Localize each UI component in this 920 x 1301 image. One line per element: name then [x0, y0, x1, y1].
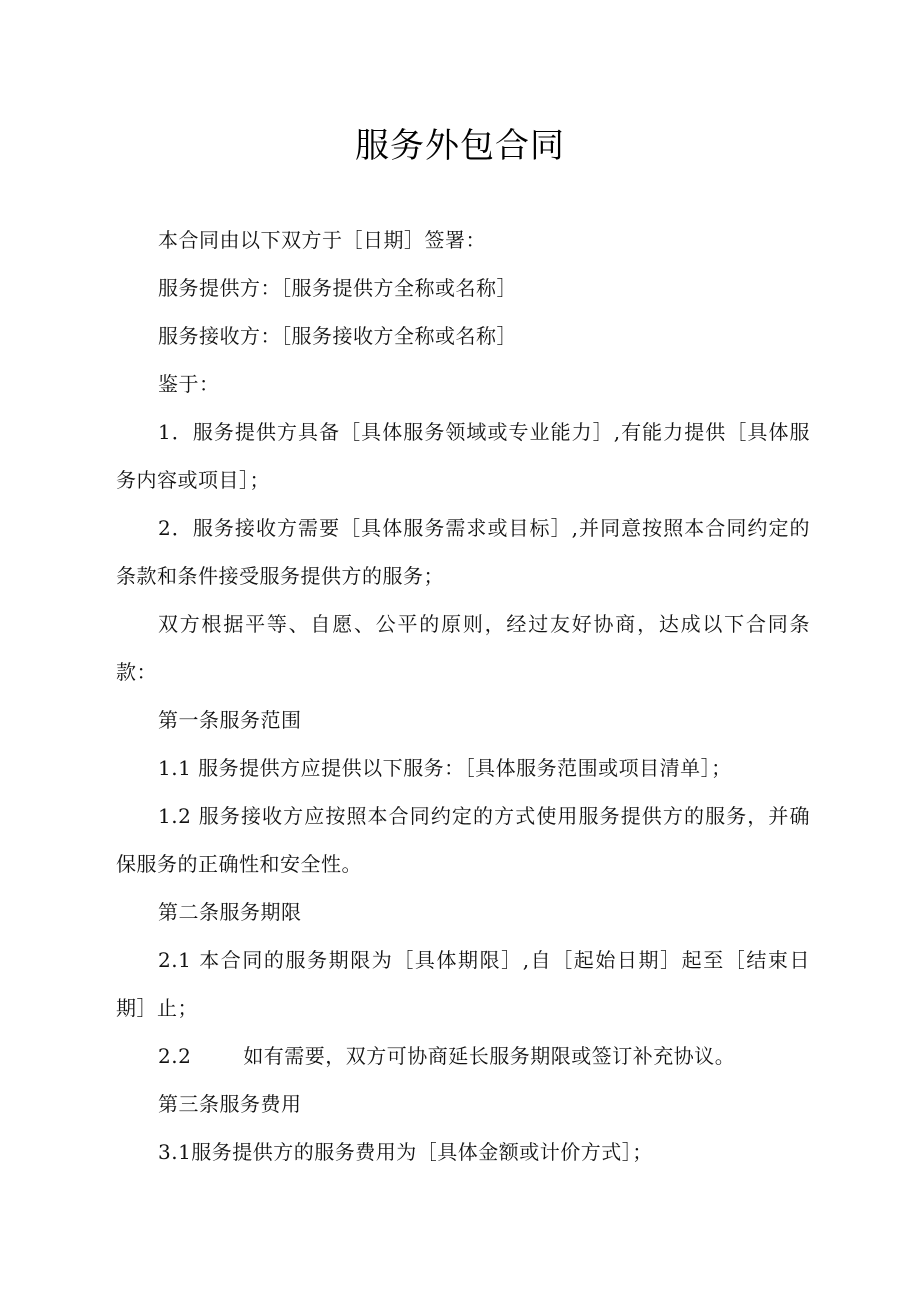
paragraph-recipient: 服务接收方：［服务接收方全称或名称］	[158, 324, 517, 348]
paragraph-whereas: 鉴于：	[158, 372, 220, 396]
document-body	[116, 216, 810, 1176]
clause-1-1: 1.1 服务提供方应提供以下服务：［具体服务范围或项目清单］；	[158, 756, 732, 780]
paragraph-signing-date: 本合同由以下双方于［日期］签署：	[158, 228, 486, 252]
document-title: 服务外包合同	[355, 126, 565, 166]
heading-article-1: 第一条服务范围	[158, 708, 302, 732]
clause-2-2-text: 如有需要，双方可协商延长服务期限或签订补充协议。	[243, 1044, 736, 1068]
paragraph-whereas-1: 1．服务提供方具备［具体服务领域或专业能力］,有能力提供［具体服务内容或项目］；	[116, 420, 810, 492]
paragraph-provider: 服务提供方：［服务提供方全称或名称］	[158, 276, 517, 300]
paragraph-whereas-2: 2．服务接收方需要［具体服务需求或目标］,并同意按照本合同约定的条款和条件接受服务提供方的服务；	[116, 516, 810, 588]
heading-article-2: 第二条服务期限	[158, 900, 302, 924]
clause-3-1: 3.1服务提供方的服务费用为［具体金额或计价方式］；	[158, 1140, 653, 1164]
heading-article-3: 第三条服务费用	[158, 1092, 302, 1116]
clause-2-2-number: 2.2	[158, 1044, 192, 1068]
clause-2-1: 2.1 本合同的服务期限为［具体期限］,自［起始日期］起至［结束日期］止；	[116, 948, 810, 1020]
clause-2-2	[116, 1032, 810, 1080]
paragraph-agreement: 双方根据平等、自愿、公平的原则，经过友好协商，达成以下合同条款：	[116, 612, 810, 684]
clause-1-2: 1.2 服务接收方应按照本合同约定的方式使用服务提供方的服务，并确保服务的正确性和安全性。	[116, 804, 810, 876]
